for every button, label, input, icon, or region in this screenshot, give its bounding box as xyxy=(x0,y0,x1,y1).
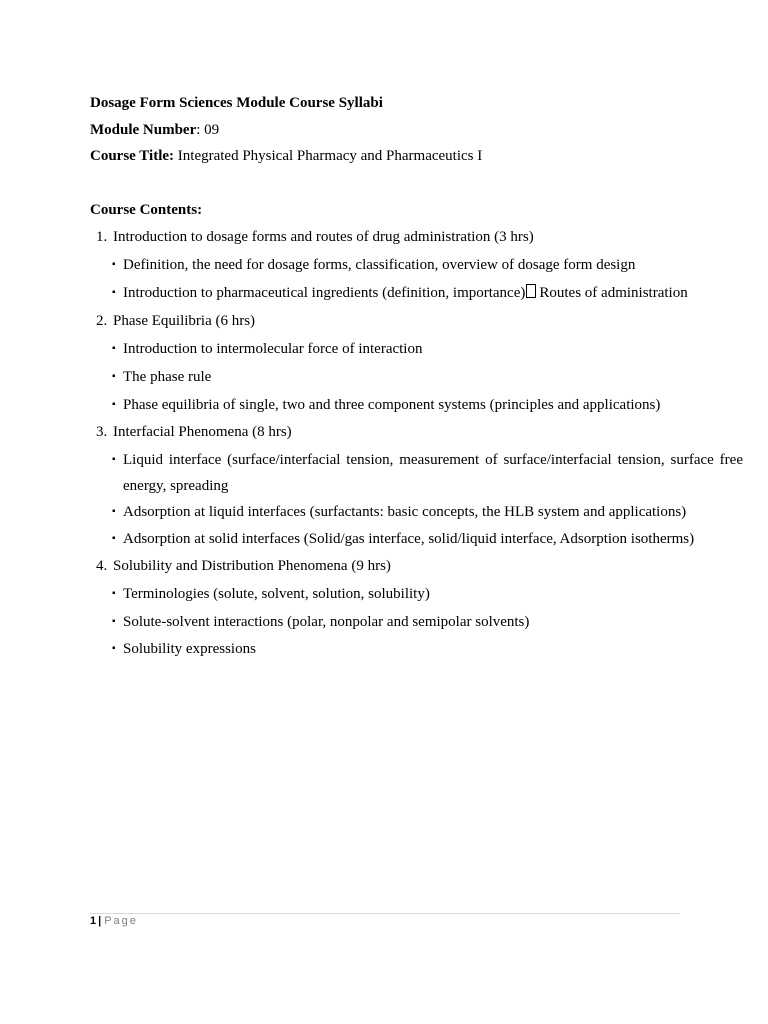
document-title: Dosage Form Sciences Module Course Syllabi xyxy=(90,95,383,111)
list-item-number: 2. xyxy=(96,313,108,329)
bullet-icon: ▪ xyxy=(112,643,116,654)
list-item-title: Interfacial Phenomena (8 hrs) xyxy=(113,424,292,440)
list-item-number: 4. xyxy=(96,558,108,574)
bullet-icon: ▪ xyxy=(112,454,116,465)
list-item-title: Phase Equilibria (6 hrs) xyxy=(113,313,256,329)
bullet-icon: ▪ xyxy=(112,506,116,517)
course-contents-heading: Course Contents: xyxy=(90,202,203,218)
list-item-title: Introduction to dosage forms and routes of drug administration (3 hrs) xyxy=(113,229,534,245)
list-item-title: Solubility and Distribution Phenomena (9 hrs) xyxy=(113,558,391,574)
module-number xyxy=(90,121,219,139)
page-label: Page xyxy=(104,915,138,927)
sub-list-item-text: Introduction to pharmaceutical ingredients (definition, importance) xyxy=(123,285,526,301)
sub-list-item-text: Phase equilibria of single, two and three component systems (principles and applications) xyxy=(123,397,661,413)
page-number: 1 xyxy=(90,915,97,927)
bullet-icon: ▪ xyxy=(112,533,116,544)
module-number-value: : 09 xyxy=(196,122,220,138)
sub-list-item-text: Routes of administration xyxy=(539,285,688,301)
sub-list-item-text: Introduction to intermolecular force of interaction xyxy=(123,341,423,357)
bullet-icon: ▪ xyxy=(112,287,116,298)
bullet-icon: ▪ xyxy=(112,343,116,354)
sub-list-item-text: Terminologies (solute, solvent, solution, solubility) xyxy=(123,586,430,602)
sub-list-item-text: The phase rule xyxy=(123,369,212,385)
sub-list-item-text: Solubility expressions xyxy=(123,641,256,657)
footer-divider xyxy=(90,913,680,914)
sub-list-item-text: Adsorption at liquid interfaces (surfactants: basic concepts, the HLB system and applications) xyxy=(123,504,687,520)
bullet-icon: ▪ xyxy=(112,616,116,627)
sub-list-item-text: Definition, the need for dosage forms, classification, overview of dosage form design xyxy=(123,257,636,273)
sub-list-item-text: Adsorption at solid interfaces (Solid/gas interface, solid/liquid interface, Adsorption isotherms) xyxy=(123,531,695,547)
sub-list-item-text: Solute-solvent interactions (polar, nonpolar and semipolar solvents) xyxy=(123,614,530,630)
course-title xyxy=(90,147,482,165)
page-footer xyxy=(90,914,138,928)
bullet-icon: ▪ xyxy=(112,399,116,410)
bullet-icon: ▪ xyxy=(112,259,116,270)
footer-separator: | xyxy=(98,915,102,927)
course-title-label: Course Title: xyxy=(90,148,175,164)
list-item-number: 1. xyxy=(96,229,108,245)
missing-glyph-icon xyxy=(526,284,536,298)
sub-list-item-text-combined xyxy=(123,284,688,302)
module-number-label: Module Number xyxy=(90,122,197,138)
course-title-value: Integrated Physical Pharmacy and Pharmaceutics I xyxy=(174,148,483,164)
sub-list-item-text: Liquid interface (surface/interfacial tension, measurement of surface/interfacial tension, surface free xyxy=(123,452,743,468)
bullet-icon: ▪ xyxy=(112,371,116,382)
list-item-number: 3. xyxy=(96,424,108,440)
bullet-icon: ▪ xyxy=(112,588,116,599)
sub-list-item-text: energy, spreading xyxy=(123,478,229,494)
